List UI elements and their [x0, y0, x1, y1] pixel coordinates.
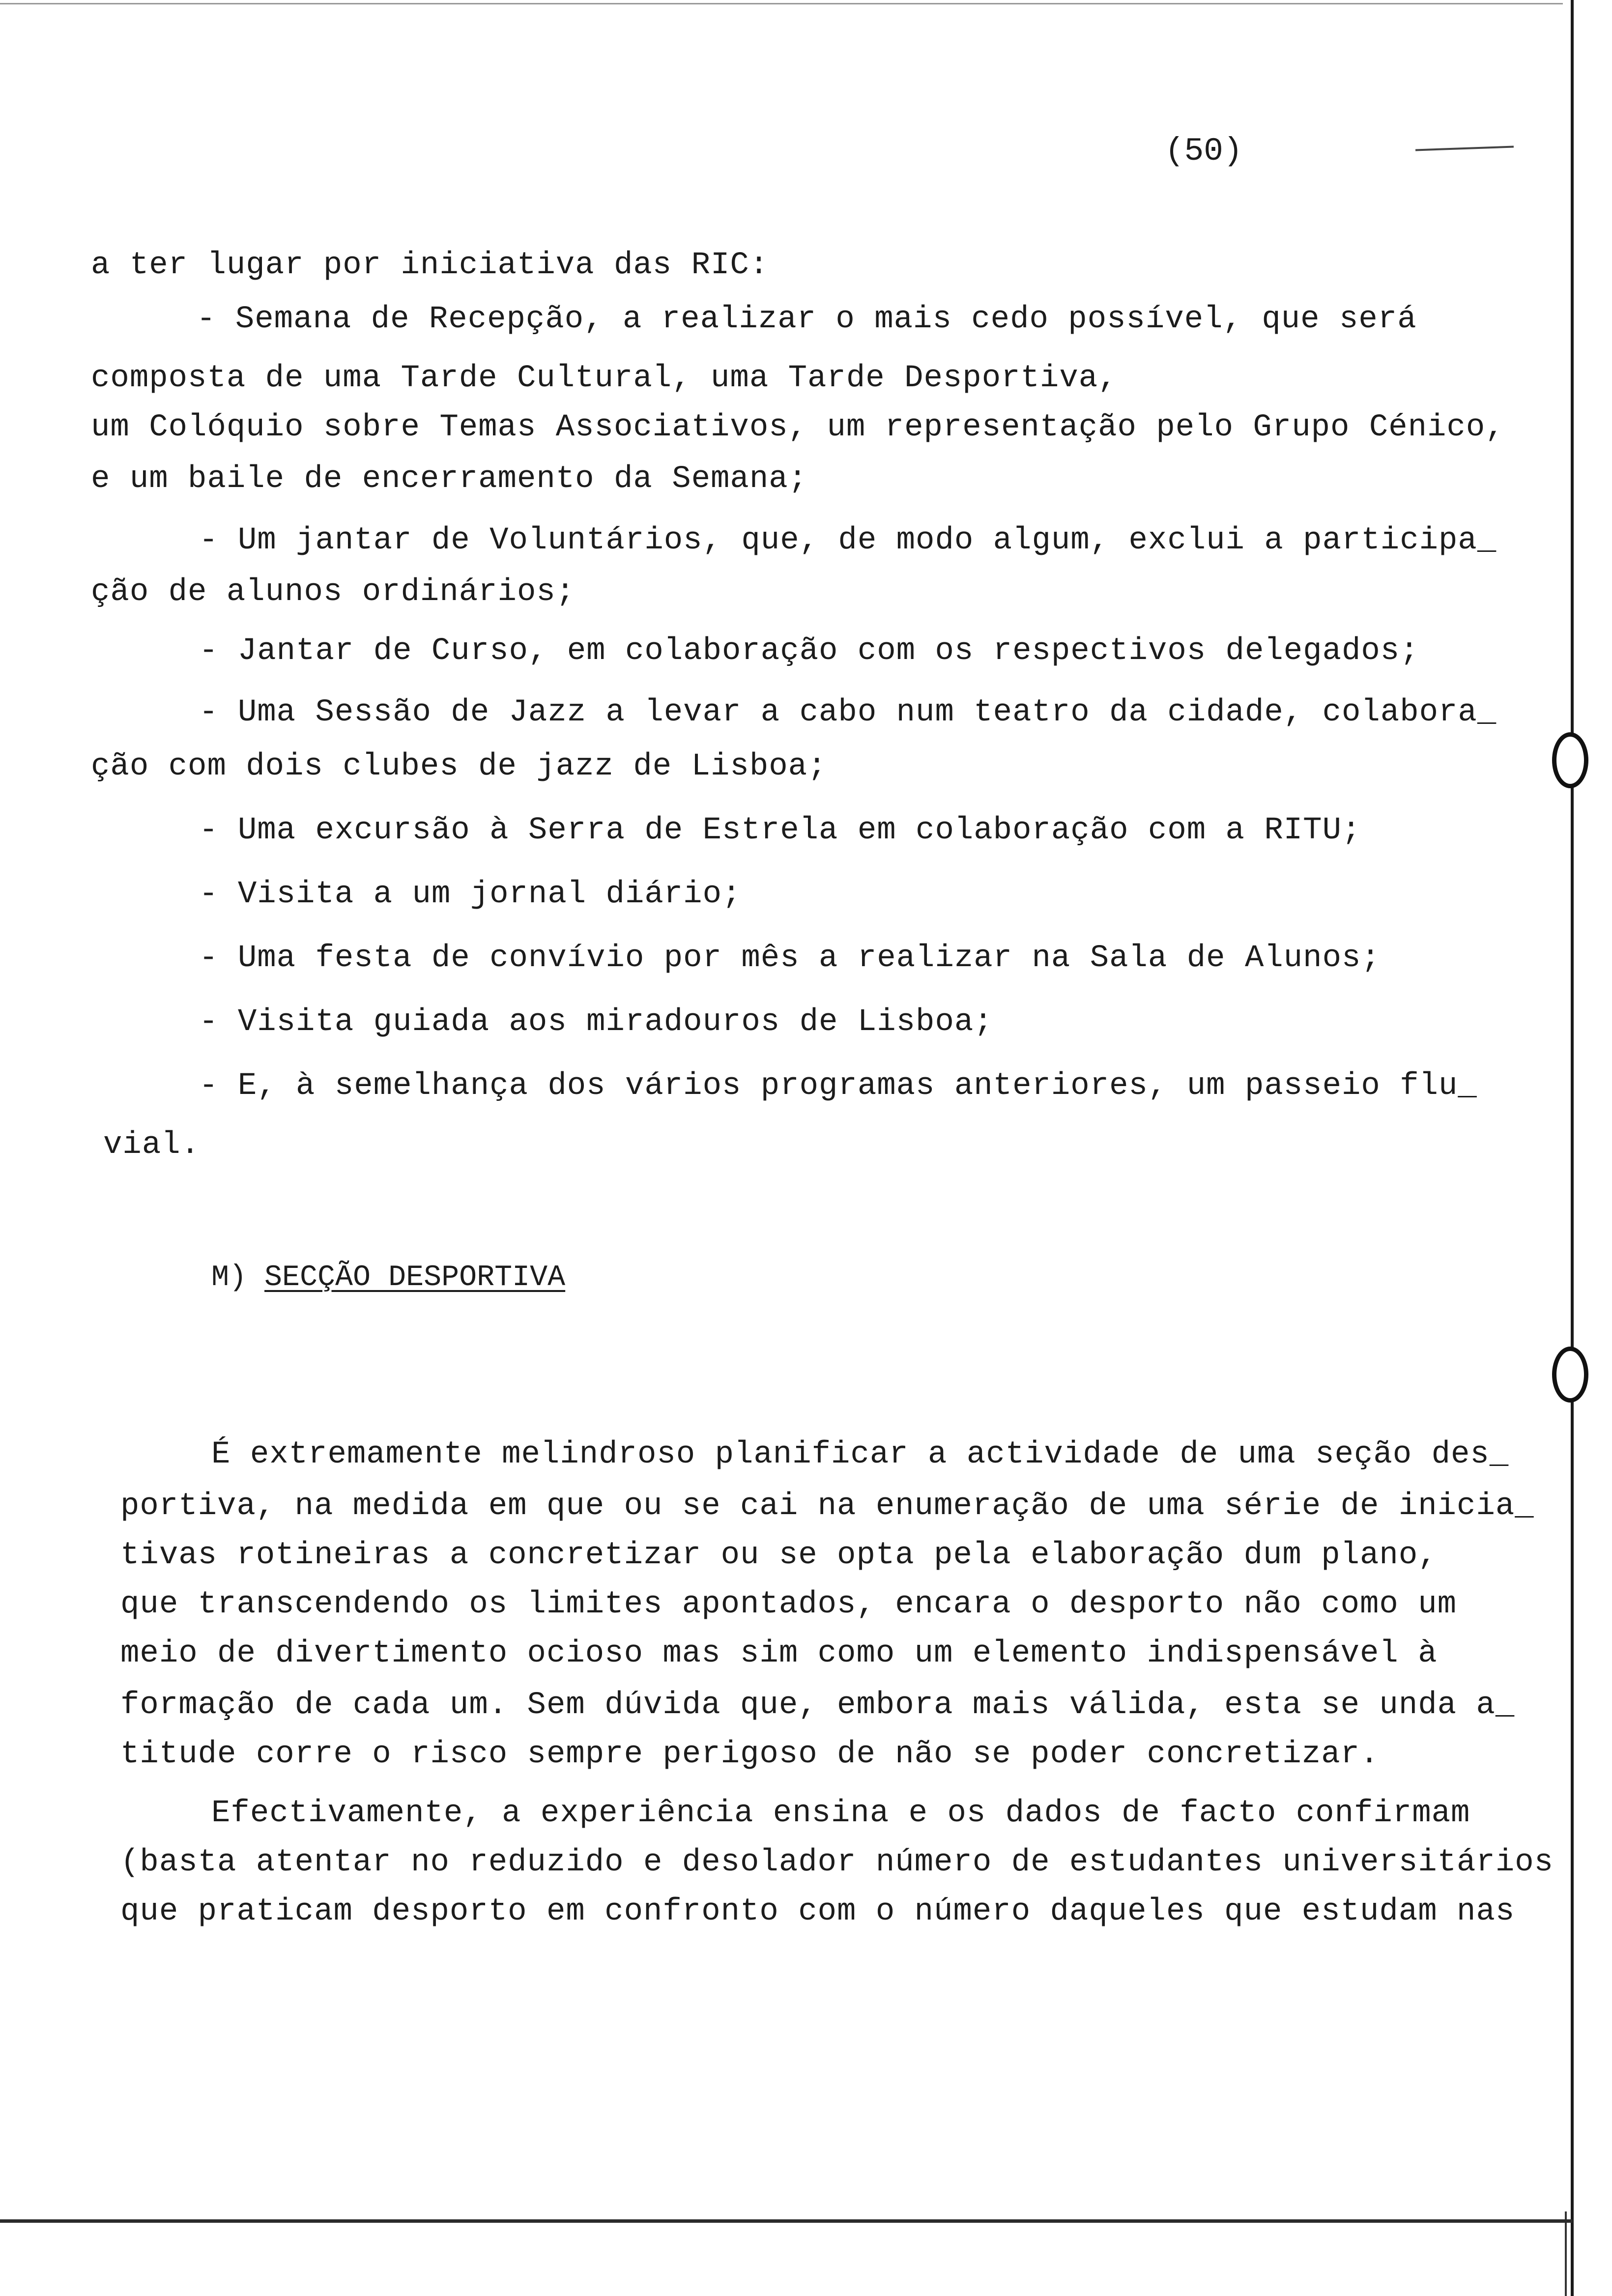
paragraph-line: Efectivamente, a experiência ensina e os dados de facto confirmam: [211, 1796, 1470, 1831]
paragraph-line: (basta atentar no reduzido e desolador número de estudantes universitários: [120, 1845, 1554, 1880]
list-line: vial.: [103, 1127, 201, 1163]
intro-line: a ter lugar por iniciativa das RIC:: [91, 248, 769, 283]
page-number: (50): [1165, 133, 1243, 170]
list-line: - Semana de Recepção, a realizar o mais cedo possível, que será: [197, 302, 1417, 337]
list-line: composta de uma Tarde Cultural, uma Tarde Desportiva,: [91, 361, 1118, 396]
paragraph-line: portiva, na medida em que ou se cai na enumeração de uma série de inicia_: [120, 1489, 1534, 1524]
binder-hole: [1552, 732, 1588, 788]
list-line: - E, à semelhança dos vários programas anteriores, um passeio flu_: [199, 1068, 1477, 1104]
binder-hole: [1552, 1347, 1588, 1403]
paragraph-line: É extremamente melindroso planificar a actividade de uma seção des_: [211, 1437, 1509, 1472]
list-line: ção com dois clubes de jazz de Lisboa;: [91, 749, 827, 784]
bottom-edge-line: [0, 2219, 1573, 2223]
top-edge-line: [0, 3, 1563, 4]
section-heading: [211, 1258, 565, 1297]
paragraph-line: que transcendendo os limites apontados, encara o desporto não como um: [120, 1587, 1457, 1622]
list-line: - Um jantar de Voluntários, que, de modo algum, exclui a participa_: [199, 523, 1497, 558]
list-line: - Visita guiada aos miradouros de Lisboa;: [199, 1004, 993, 1040]
paragraph-line: titude corre o risco sempre perigoso de não se poder concretizar.: [120, 1737, 1380, 1772]
bottom-right-mark: [1565, 2211, 1567, 2296]
list-line: ção de alunos ordinários;: [91, 574, 576, 610]
paragraph-line: meio de divertimento ocioso mas sim como um elemento indispensável à: [120, 1636, 1438, 1671]
list-line: um Colóquio sobre Temas Associativos, um representação pelo Grupo Cénico,: [91, 410, 1505, 445]
list-line: - Uma festa de convívio por mês a realizar na Sala de Alunos;: [199, 941, 1381, 976]
paragraph-line: que praticam desporto em confronto com o número daqueles que estudam nas: [120, 1894, 1515, 1929]
section-heading-title: SECÇÃO DESPORTIVA: [264, 1261, 566, 1294]
list-line: - Visita a um jornal diário;: [199, 877, 742, 912]
list-line: e um baile de encerramento da Semana;: [91, 461, 808, 497]
list-line: - Uma Sessão de Jazz a levar a cabo num teatro da cidade, colabora_: [199, 695, 1497, 730]
paragraph-line: formação de cada um. Sem dúvida que, embora mais válida, esta se unda a_: [120, 1688, 1515, 1723]
right-margin-line: [1571, 0, 1574, 2296]
section-heading-prefix: M): [211, 1261, 247, 1294]
paragraph-line: tivas rotineiras a concretizar ou se opta pela elaboração dum plano,: [120, 1538, 1438, 1573]
pen-mark: [1415, 146, 1514, 151]
list-line: - Uma excursão à Serra de Estrela em colaboração com a RITU;: [199, 813, 1361, 848]
list-line: - Jantar de Curso, em colaboração com os respectivos delegados;: [199, 633, 1419, 669]
